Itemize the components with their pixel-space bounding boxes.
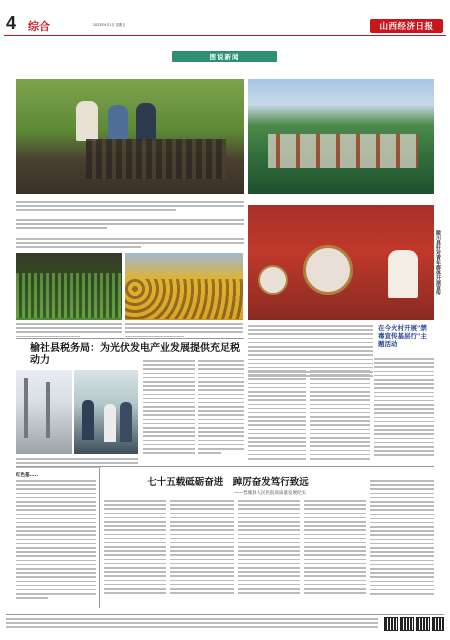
qr-code-1 [384, 617, 398, 631]
article1-photo-caption [16, 458, 138, 471]
side-story-body-2 [248, 370, 306, 462]
photo-caption-1 [16, 201, 244, 214]
article2-subhead: ——晋城县人民医院高质量发展纪实 [234, 491, 306, 496]
side-story-body-4 [374, 358, 434, 459]
article2-body-col1 [104, 500, 166, 596]
section-label: 综合 [28, 20, 50, 33]
photo-aerial-village [248, 79, 434, 194]
photo-news-banner [172, 51, 277, 62]
article1-body-col1 [143, 360, 195, 456]
article1-body-col2 [198, 360, 244, 456]
photo-caption-2 [16, 219, 244, 232]
qr-code-2 [400, 617, 414, 631]
footer-info [6, 618, 378, 631]
photo-drums [248, 205, 434, 320]
qr-code-4 [432, 617, 444, 631]
photo-farmers [16, 79, 244, 194]
left-sidebar-body [16, 480, 96, 601]
article2-body-col2 [170, 500, 234, 596]
qr-code-3 [416, 617, 430, 631]
paper-logo [370, 19, 443, 33]
footer-rule [6, 614, 444, 615]
page-number: 4 [6, 13, 17, 33]
paper-name: 山西经济日报 [379, 22, 434, 32]
left-sidebar-title: 红色基..... [16, 473, 39, 478]
photo-tax-officers [74, 370, 138, 454]
article2-top-rule [16, 466, 434, 467]
article2-body-col4 [304, 500, 366, 596]
banner-label: 图说新闻 [209, 53, 240, 61]
masthead-rule [4, 35, 446, 36]
side-story-headline: 在今火村开展"禁毒宣传基层行"主题活动 [378, 324, 427, 348]
column-divider [99, 468, 100, 608]
article2-body-col3 [238, 500, 300, 596]
photo-seedlings [16, 253, 122, 320]
issue-date: 2023年9月1日 星期五 [93, 23, 126, 27]
article1-top-rule [16, 338, 244, 339]
photo-sunflowers [125, 253, 243, 320]
side-story-body-3 [310, 370, 370, 462]
photo-caption-3 [16, 238, 244, 251]
side-story-kicker: 陵川县针对青年群体开展宣传 [435, 230, 441, 295]
article1-headline: 榆社县税务局：为光伏发电产业发展提供充足税动力 [30, 343, 240, 366]
photo-solar-panels [16, 370, 72, 454]
article2-headline: 七十五载砥砺奋进 踔厉奋发笃行致远 [147, 477, 309, 488]
article2-body-col5 [370, 480, 434, 597]
